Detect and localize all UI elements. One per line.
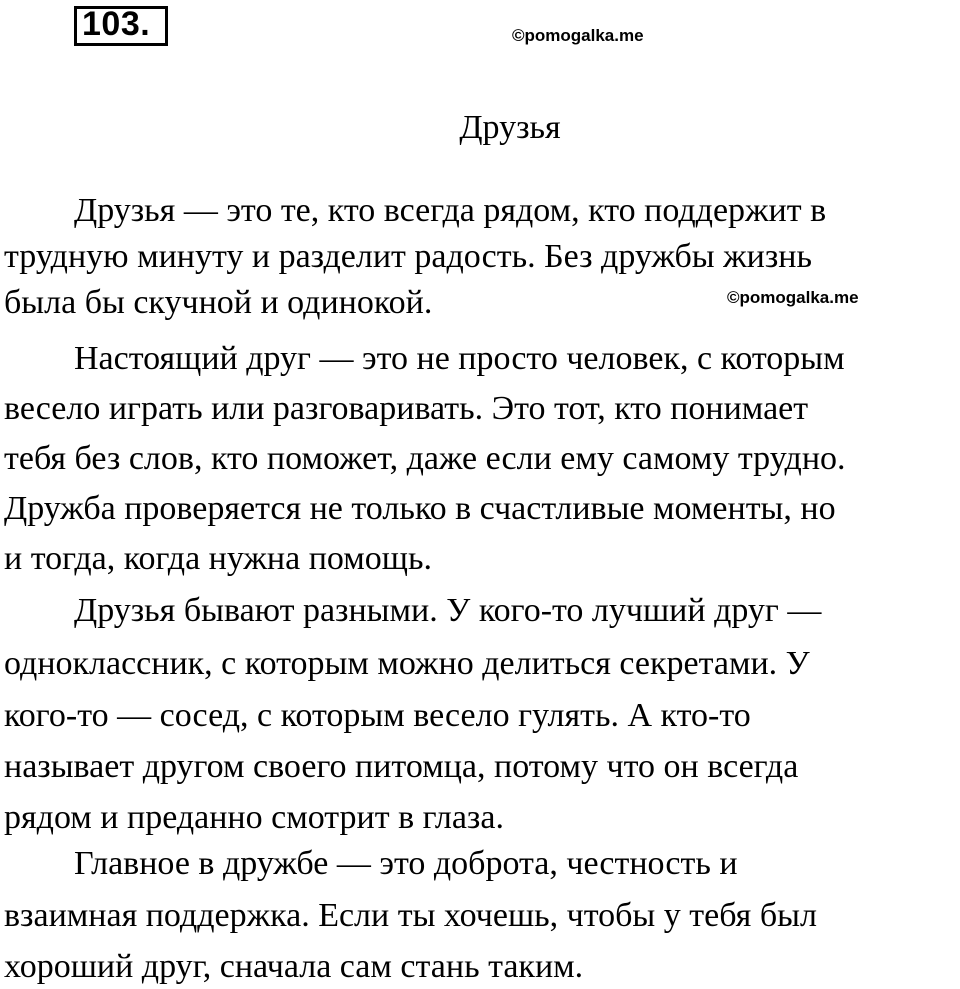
watermark: ©pomogalka.me <box>727 288 859 307</box>
text-line: хороший друг, сначала сам стань таким. <box>4 948 584 985</box>
text-line: Дружба проверяется не только в счастливые моменты, но <box>4 490 836 527</box>
text-line: рядом и преданно смотрит в глаза. <box>4 799 504 836</box>
text-line: была бы скучной и одинокой. <box>4 284 433 321</box>
text-line: весело играть или разговаривать. Это тот, кто понимает <box>4 390 809 427</box>
text-line: называет другом своего питомца, потому что он всегда <box>4 748 799 785</box>
text-line: одноклассник, с которым можно делиться секретами. У <box>4 645 810 682</box>
task-number: 103. <box>82 5 151 43</box>
text-line: взаимная поддержка. Если ты хочешь, чтобы у тебя был <box>4 897 817 934</box>
text-line: Настоящий друг — это не просто человек, с которым <box>74 340 845 377</box>
text-line: Друзья — это те, кто всегда рядом, кто поддержит в <box>74 192 827 229</box>
text-line: кого-то — сосед, с которым весело гулять. А кто-то <box>4 697 751 734</box>
text-line: тебя без слов, кто поможет, даже если ему самому трудно. <box>4 440 846 477</box>
text-title: Друзья <box>459 109 561 146</box>
text-line: Друзья бывают разными. У кого-то лучший друг — <box>74 592 822 629</box>
text-line: Главное в дружбе — это доброта, честность и <box>74 845 738 882</box>
text-line: трудную минуту и разделит радость. Без дружбы жизнь <box>4 238 812 275</box>
text-line: и тогда, когда нужна помощь. <box>4 540 432 577</box>
watermark: ©pomogalka.me <box>512 26 644 45</box>
